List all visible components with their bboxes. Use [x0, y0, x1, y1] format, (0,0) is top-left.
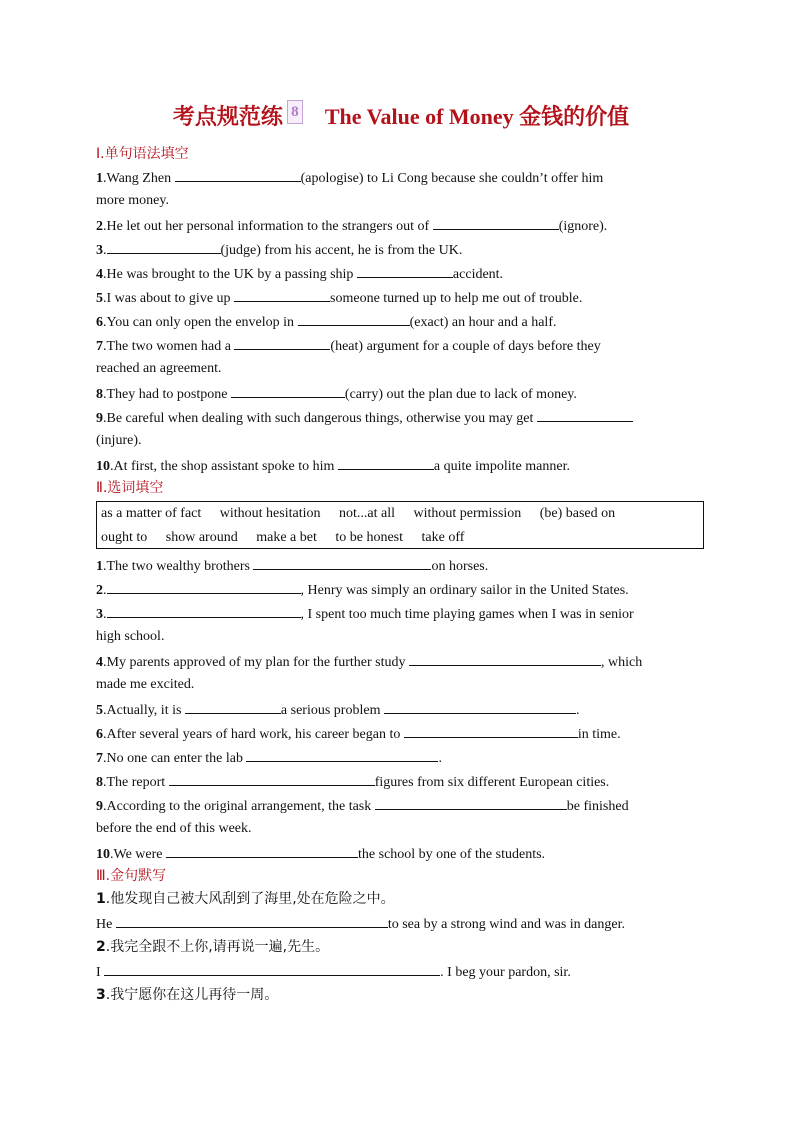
s1-q2: 2.He let out her personal information to the strangers out of (ignore).: [96, 213, 706, 237]
word-bank-phrase: make a bet: [256, 530, 317, 545]
s2-q4-cont: made me excited.: [96, 677, 195, 692]
answer-blank[interactable]: [169, 769, 375, 786]
s2-q8: 8.The report figures from six different European cities.: [96, 769, 706, 793]
answer-blank[interactable]: [253, 553, 431, 570]
answer-blank[interactable]: [409, 649, 601, 666]
word-bank-phrase: not...at all: [339, 506, 395, 521]
answer-blank[interactable]: [357, 261, 453, 278]
s1-q5: 5.I was about to give up someone turned up to help me out of trouble.: [96, 285, 706, 309]
word-bank-row-1: [101, 502, 703, 526]
page-title: [96, 100, 706, 131]
s1-q1: 1.Wang Zhen (apologise) to Li Cong because she couldn’t offer him: [96, 165, 706, 189]
s2-q1: 1.The two wealthy brothers on horses.: [96, 553, 706, 577]
title-chinese: 考点规范练: [172, 104, 283, 129]
s2-q4: 4.My parents approved of my plan for the further study , which: [96, 649, 706, 673]
title-english: The Value of Money 金钱的价值: [324, 104, 630, 129]
section-3-heading: Ⅲ.金句默写: [96, 868, 167, 884]
answer-blank[interactable]: [234, 285, 330, 302]
s1-q6: 6.You can only open the envelop in (exact) an hour and a half.: [96, 309, 706, 333]
answer-blank[interactable]: [537, 405, 633, 422]
answer-blank[interactable]: [166, 841, 358, 858]
answer-blank[interactable]: [404, 721, 578, 738]
answer-blank[interactable]: [107, 237, 221, 254]
answer-blank[interactable]: [338, 453, 434, 470]
s2-q7: 7.No one can enter the lab .: [96, 745, 706, 769]
s1-q1-cont: more money.: [96, 193, 169, 208]
word-bank-phrase: as a matter of fact: [101, 506, 202, 521]
word-bank-phrase: ought to: [101, 530, 148, 545]
answer-blank[interactable]: [116, 911, 388, 928]
s1-q7: 7.The two women had a (heat) argument for a couple of days before they: [96, 333, 706, 357]
s1-q8: 8.They had to postpone (carry) out the plan due to lack of money.: [96, 381, 706, 405]
s2-q6: 6.After several years of hard work, his career began to in time.: [96, 721, 706, 745]
lesson-number-badge: 8: [287, 100, 303, 124]
s3-q1: He to sea by a strong wind and was in danger.: [96, 911, 706, 935]
s1-q3: 3. (judge) from his accent, he is from the UK.: [96, 237, 706, 261]
s2-q3-cont: high school.: [96, 629, 165, 644]
s2-q2: 2. , Henry was simply an ordinary sailor in the United States.: [96, 577, 706, 601]
word-bank-phrase: without permission: [413, 506, 522, 521]
word-bank-row-2: [101, 526, 703, 550]
word-bank-box: [96, 501, 704, 549]
s3-q2-prompt: 2.我完全跟不上你,请再说一遍,先生。: [96, 939, 330, 955]
answer-blank[interactable]: [107, 577, 301, 594]
s1-q7-cont: reached an agreement.: [96, 361, 222, 376]
answer-blank[interactable]: [246, 745, 438, 762]
worksheet-page: [96, 100, 706, 1007]
answer-blank[interactable]: [375, 793, 567, 810]
answer-blank[interactable]: [231, 381, 345, 398]
word-bank-phrase: show around: [165, 530, 238, 545]
word-bank-phrase: to be honest: [335, 530, 404, 545]
word-bank-phrase: take off: [421, 530, 465, 545]
answer-blank[interactable]: [175, 165, 301, 182]
word-bank-phrase: without hesitation: [219, 506, 321, 521]
s2-q9-cont: before the end of this week.: [96, 821, 252, 836]
answer-blank[interactable]: [234, 333, 330, 350]
s3-q1-prompt: 1.他发现自己被大风刮到了海里,处在危险之中。: [96, 891, 395, 907]
s1-q9-cont: (injure).: [96, 433, 142, 448]
answer-blank[interactable]: [298, 309, 410, 326]
section-1-heading: Ⅰ.单句语法填空: [96, 146, 189, 162]
answer-blank[interactable]: [384, 697, 576, 714]
s2-q3: 3. , I spent too much time playing games when I was in senior: [96, 601, 706, 625]
s2-q5: 5.Actually, it is a serious problem .: [96, 697, 706, 721]
answer-blank[interactable]: [185, 697, 281, 714]
answer-blank[interactable]: [107, 601, 301, 618]
answer-blank[interactable]: [433, 213, 559, 230]
s1-q10: 10.At first, the shop assistant spoke to him a quite impolite manner.: [96, 453, 706, 477]
answer-blank[interactable]: [104, 959, 440, 976]
word-bank-phrase: (be) based on: [539, 506, 616, 521]
section-2-heading: Ⅱ.选词填空: [96, 480, 164, 496]
s1-q9: 9.Be careful when dealing with such dangerous things, otherwise you may get: [96, 405, 706, 429]
s2-q9: 9.According to the original arrangement, the task be finished: [96, 793, 706, 817]
s1-q4: 4.He was brought to the UK by a passing ship accident.: [96, 261, 706, 285]
s3-q3-prompt: 3.我宁愿你在这儿再待一周。: [96, 987, 279, 1003]
s2-q10: 10.We were the school by one of the students.: [96, 841, 706, 865]
s3-q2: I . I beg your pardon, sir.: [96, 959, 706, 983]
